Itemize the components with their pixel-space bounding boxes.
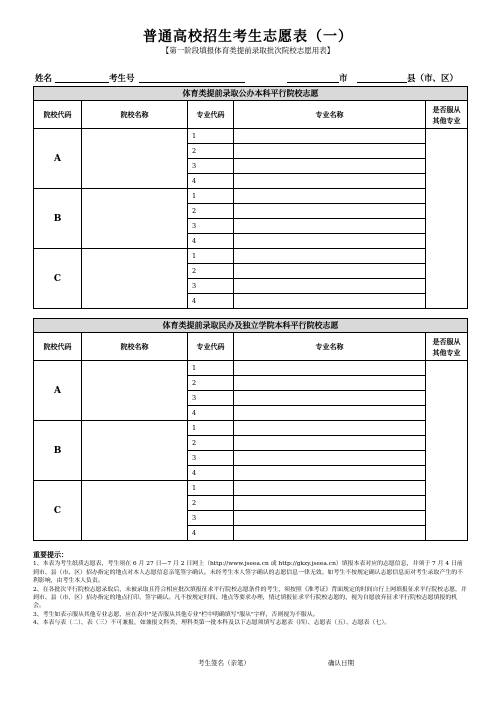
major-code-cell[interactable]: 2 — [188, 436, 234, 451]
major-code-cell[interactable]: 2 — [188, 376, 234, 391]
major-code-cell[interactable]: 2 — [188, 204, 234, 219]
important-notes — [33, 551, 467, 628]
major-name-cell[interactable] — [234, 234, 426, 249]
major-code-cell[interactable]: 4 — [188, 234, 234, 249]
major-name-cell[interactable] — [234, 204, 426, 219]
header-obey-other-major: 是否服从 其他专业 — [426, 101, 468, 129]
major-name-cell[interactable] — [234, 451, 426, 466]
section-title: 体育类提前录取公办本科平行院校志愿 — [34, 87, 468, 101]
header-major-code: 专业代码 — [188, 101, 234, 129]
candidate-info-line — [35, 72, 465, 84]
college-name-cell[interactable] — [82, 189, 188, 249]
major-name-cell[interactable] — [234, 264, 426, 279]
college-name-cell[interactable] — [82, 481, 188, 541]
city-field[interactable] — [287, 82, 339, 83]
college-group-c: C — [34, 481, 82, 541]
note-item: 4、本表与表（二）、表（三）不可兼报，如兼报文科类、理科类第一批本科及以下志愿须填写志愿表（四）、志愿表（五）、志愿表（七）。 — [33, 620, 391, 627]
major-name-cell[interactable] — [234, 481, 426, 496]
major-code-cell[interactable]: 3 — [188, 219, 234, 234]
private-college-table — [33, 318, 468, 541]
major-code-cell[interactable]: 1 — [188, 129, 234, 144]
major-code-cell[interactable]: 1 — [188, 421, 234, 436]
major-name-cell[interactable] — [234, 129, 426, 144]
major-code-cell[interactable]: 1 — [188, 189, 234, 204]
major-name-cell[interactable] — [234, 219, 426, 234]
header-major-code: 专业代码 — [188, 333, 234, 361]
major-name-cell[interactable] — [234, 466, 426, 481]
major-code-cell[interactable]: 3 — [188, 279, 234, 294]
major-name-cell[interactable] — [234, 249, 426, 264]
college-name-cell[interactable] — [82, 361, 188, 421]
page-subtitle: 【第一阶段填报体育类提前录取批次院校志愿用表】 — [161, 46, 335, 55]
major-code-cell[interactable]: 4 — [188, 406, 234, 421]
major-name-cell[interactable] — [234, 526, 426, 541]
college-group-c: C — [34, 249, 82, 309]
major-code-cell[interactable]: 4 — [188, 294, 234, 309]
note-item: 1、本表为考生纸质志愿表，考生须在 6 月 27 日—7 月 2 日网上（http://www.jseea.cn 或 http://gkzy.jseea.cn）填报本表对应的志愿信息，并须于 7 月 4 日前到市、县（市、区）招办指定的地点对本人志愿信息亲笔签字确认。未经考生本人签字确认的志愿信息一律无效。如考生不按规定确认志愿信息而对考生录取产生的不利影响，由考生本人负责。 — [33, 561, 464, 585]
county-field[interactable] — [357, 82, 407, 83]
name-label: 姓名 — [35, 74, 53, 84]
college-name-cell[interactable] — [82, 249, 188, 309]
notes-heading: 重要提示： — [33, 550, 68, 559]
obey-cell[interactable] — [426, 361, 468, 541]
major-name-cell[interactable] — [234, 174, 426, 189]
major-name-cell[interactable] — [234, 144, 426, 159]
major-code-cell[interactable]: 4 — [188, 466, 234, 481]
major-name-cell[interactable] — [234, 376, 426, 391]
city-label: 市 — [339, 74, 348, 84]
major-name-cell[interactable] — [234, 406, 426, 421]
major-name-cell[interactable] — [234, 159, 426, 174]
college-name-cell[interactable] — [82, 421, 188, 481]
major-code-cell[interactable]: 4 — [188, 526, 234, 541]
major-code-cell[interactable]: 3 — [188, 159, 234, 174]
note-item: 3、考生如表示服从其他专业志愿，应在表中"是否服从其他专业"栏中明确填写"服从"字样，否则视为不服从。 — [33, 611, 319, 618]
major-name-cell[interactable] — [234, 511, 426, 526]
major-code-cell[interactable]: 2 — [188, 144, 234, 159]
major-code-cell[interactable]: 2 — [188, 264, 234, 279]
section-title: 体育类提前录取民办及独立学院本科平行院校志愿 — [34, 319, 468, 333]
header-college-name: 院校名称 — [82, 101, 188, 129]
header-major-name: 专业名称 — [234, 101, 426, 129]
college-name-cell[interactable] — [82, 129, 188, 189]
public-college-table — [33, 86, 468, 309]
college-group-b: B — [34, 421, 82, 481]
major-name-cell[interactable] — [234, 391, 426, 406]
major-code-cell[interactable]: 1 — [188, 481, 234, 496]
major-name-cell[interactable] — [234, 361, 426, 376]
exam-number-label: 考生号 — [109, 74, 135, 84]
major-name-cell[interactable] — [234, 279, 426, 294]
header-obey-other-major: 是否服从 其他专业 — [426, 333, 468, 361]
note-item: 2、在各批次平行院校志愿录取后，未被录取且符合相应批次填报征求平行院校志愿条件的考生，须按照《准考证》背面规定的时间自行上网填报征求平行院校志愿，并到市、县（市、区）招办指定的地点打印、签字确认。凡不按规定时间、地点等要求办理，情过填报征求平行院校志愿的，视为自愿放弃征求平行院校志愿填报的机会。 — [33, 586, 467, 610]
college-group-a: A — [34, 129, 82, 189]
major-code-cell[interactable]: 4 — [188, 174, 234, 189]
major-code-cell[interactable]: 3 — [188, 451, 234, 466]
header-college-name: 院校名称 — [82, 333, 188, 361]
signature-label: 考生签名（亲笔） — [198, 659, 250, 667]
major-code-cell[interactable]: 3 — [188, 511, 234, 526]
page-title: 普通高校招生考生志愿表（一） — [143, 29, 353, 45]
obey-cell[interactable] — [426, 129, 468, 309]
major-name-cell[interactable] — [234, 294, 426, 309]
major-name-cell[interactable] — [234, 496, 426, 511]
major-name-cell[interactable] — [234, 436, 426, 451]
major-code-cell[interactable]: 1 — [188, 249, 234, 264]
major-name-cell[interactable] — [234, 189, 426, 204]
name-field[interactable] — [55, 82, 109, 83]
exam-number-field[interactable] — [139, 82, 245, 83]
major-code-cell[interactable]: 3 — [188, 391, 234, 406]
major-code-cell[interactable]: 1 — [188, 361, 234, 376]
college-group-a: A — [34, 361, 82, 421]
header-major-name: 专业名称 — [234, 333, 426, 361]
confirm-date-label: 确认日期 — [328, 659, 354, 667]
header-college-code: 院校代码 — [34, 101, 82, 129]
college-group-b: B — [34, 189, 82, 249]
major-name-cell[interactable] — [234, 421, 426, 436]
header-college-code: 院校代码 — [34, 333, 82, 361]
major-code-cell[interactable]: 2 — [188, 496, 234, 511]
county-label: 县（市、区） — [407, 74, 459, 84]
